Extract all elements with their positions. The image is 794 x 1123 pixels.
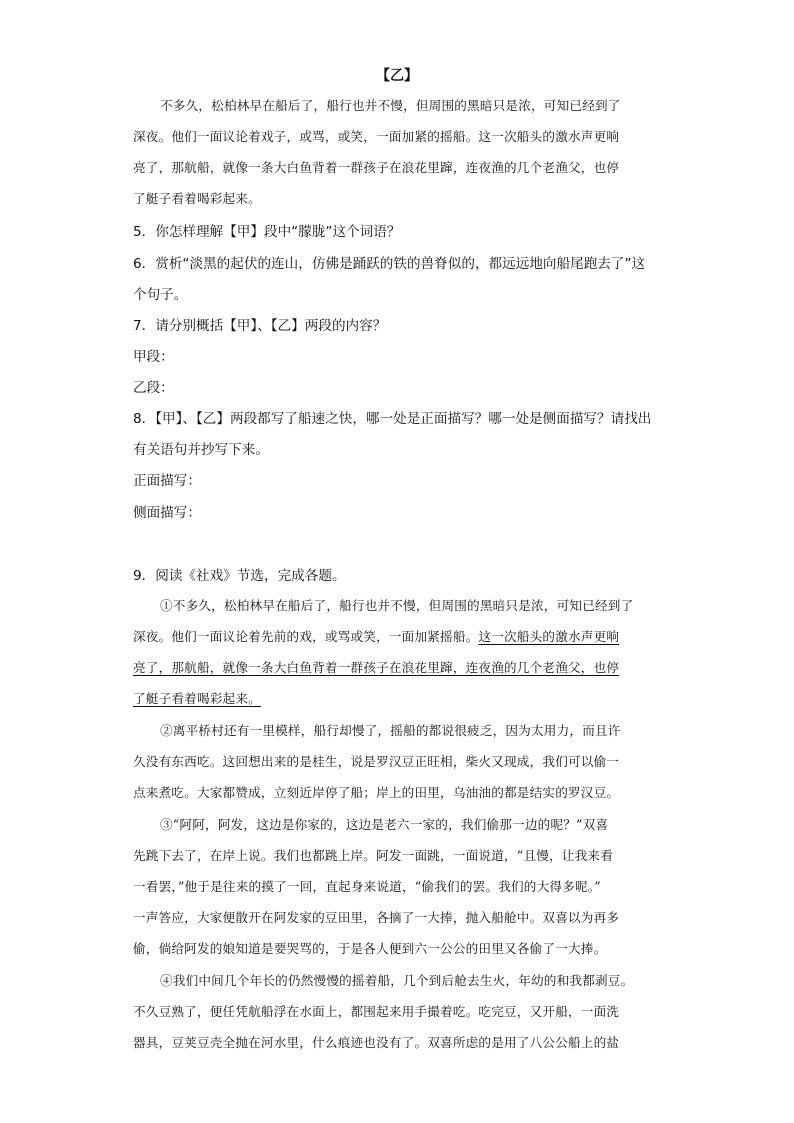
passage-line: 不久豆熟了，便任凭航船浮在水面上，都围起来用手撮着吃。吃完豆，又开船，一面洗 [133, 1004, 620, 1019]
yi-text-line: 深夜。他们一面议论着戏子，或骂，或笑，一面加紧的摇船。这一次船头的激水声更响 [133, 129, 620, 144]
passage-line: 器具，豆荚豆壳全抛在河水里，什么痕迹也没有了。双喜所虑的是用了八公公船上的盐 [133, 1035, 620, 1050]
question-7: 7．请分别概括【甲】、【乙】两段的内容？ [133, 318, 387, 334]
question-8-cont: 有关语句并抄写下来。 [133, 442, 269, 458]
question-5: 5．你怎样理解【甲】段中“朦胧”这个词语？ [133, 224, 401, 240]
answer-label-jia: 甲段： [133, 349, 174, 365]
question-6: 6．赏析“淡黑的起伏的连山，仿佛是踊跃的铁的兽脊似的，都远远地向船尾跑去了”这 [133, 256, 646, 272]
answer-label-direct: 正面描写： [133, 473, 201, 489]
section-title: 【乙】 [376, 68, 418, 84]
question-9-intro: 9．阅读《社戏》节选，完成各题。 [133, 568, 346, 584]
underlined-sentence: 这一次船头的激水声更响 [478, 629, 620, 644]
passage-line: 先跳下去了，在岸上说。我们也都跳上岸。阿发一面跳，一面说道，“且慢，让我来看 [133, 848, 614, 863]
passage-line: 偷，倘给阿发的娘知道是要哭骂的，于是各人便到六一公公的田里又各偷了一大捧。 [133, 941, 607, 956]
underlined-sentence: 了艇子看着喝彩起来。 [133, 691, 261, 706]
yi-text-line: 亮了，那航船，就像一条大白鱼背着一群孩子在浪花里蹿，连夜渔的几个老渔父，也停 [133, 160, 620, 175]
passage-line: ①不多久，松柏林早在船后了，船行也并不慢，但周围的黑暗只是浓，可知已经到了 [160, 598, 634, 613]
passage-line [133, 689, 663, 709]
passage-line: 一看罢，”他于是往来的摸了一回，直起身来说道，“偷我们的罢。我们的大得多呢。” [133, 879, 601, 894]
passage-text: 深夜。他们一面议论着先前的戏，或骂或笑，一面加紧摇船。 [133, 629, 479, 644]
underlined-sentence: 亮了，那航船，就像一条大白鱼背着一群孩子在浪花里蹿，连夜渔的几个老渔父，也停 [133, 660, 620, 675]
passage-line: 一声答应，大家便散开在阿发家的豆田里，各摘了一大捧，抛入船舱中。双喜以为再多 [133, 910, 620, 925]
passage-line [133, 627, 663, 647]
passage-line: 久没有东西吃。这回想出来的是桂生，说是罗汉豆正旺相，柴火又现成，我们可以偷一 [133, 754, 620, 769]
question-8: 8．【甲】、【乙】两段都写了船速之快，哪一处是正面描写？哪一处是侧面描写？请找出 [133, 411, 652, 427]
passage-line: ③“阿阿，阿发，这边是你家的，这边是老六一家的，我们偷那一边的呢？”双喜 [160, 817, 609, 832]
passage-line: 点来煮吃。大家都赞成，立刻近岸停了船；岸上的田里，乌油油的都是结实的罗汉豆。 [133, 785, 620, 800]
answer-label-yi: 乙段： [133, 380, 174, 396]
yi-text-line: 不多久，松柏林早在船后了，船行也并不慢，但周围的黑暗只是浓，可知已经到了 [160, 98, 621, 113]
passage-line: ②离平桥村还有一里模样，船行却慢了，摇船的都说很疲乏，因为太用力，而且许 [160, 723, 621, 738]
yi-text-line: 了艇子看着喝彩起来。 [133, 191, 261, 206]
question-6-cont: 个句子。 [133, 287, 188, 303]
passage-line: ④我们中间几个年长的仍然慢慢的摇着船，几个到后舱去生火，年幼的和我都剥豆。 [160, 973, 634, 988]
answer-label-indirect: 侧面描写： [133, 505, 201, 521]
